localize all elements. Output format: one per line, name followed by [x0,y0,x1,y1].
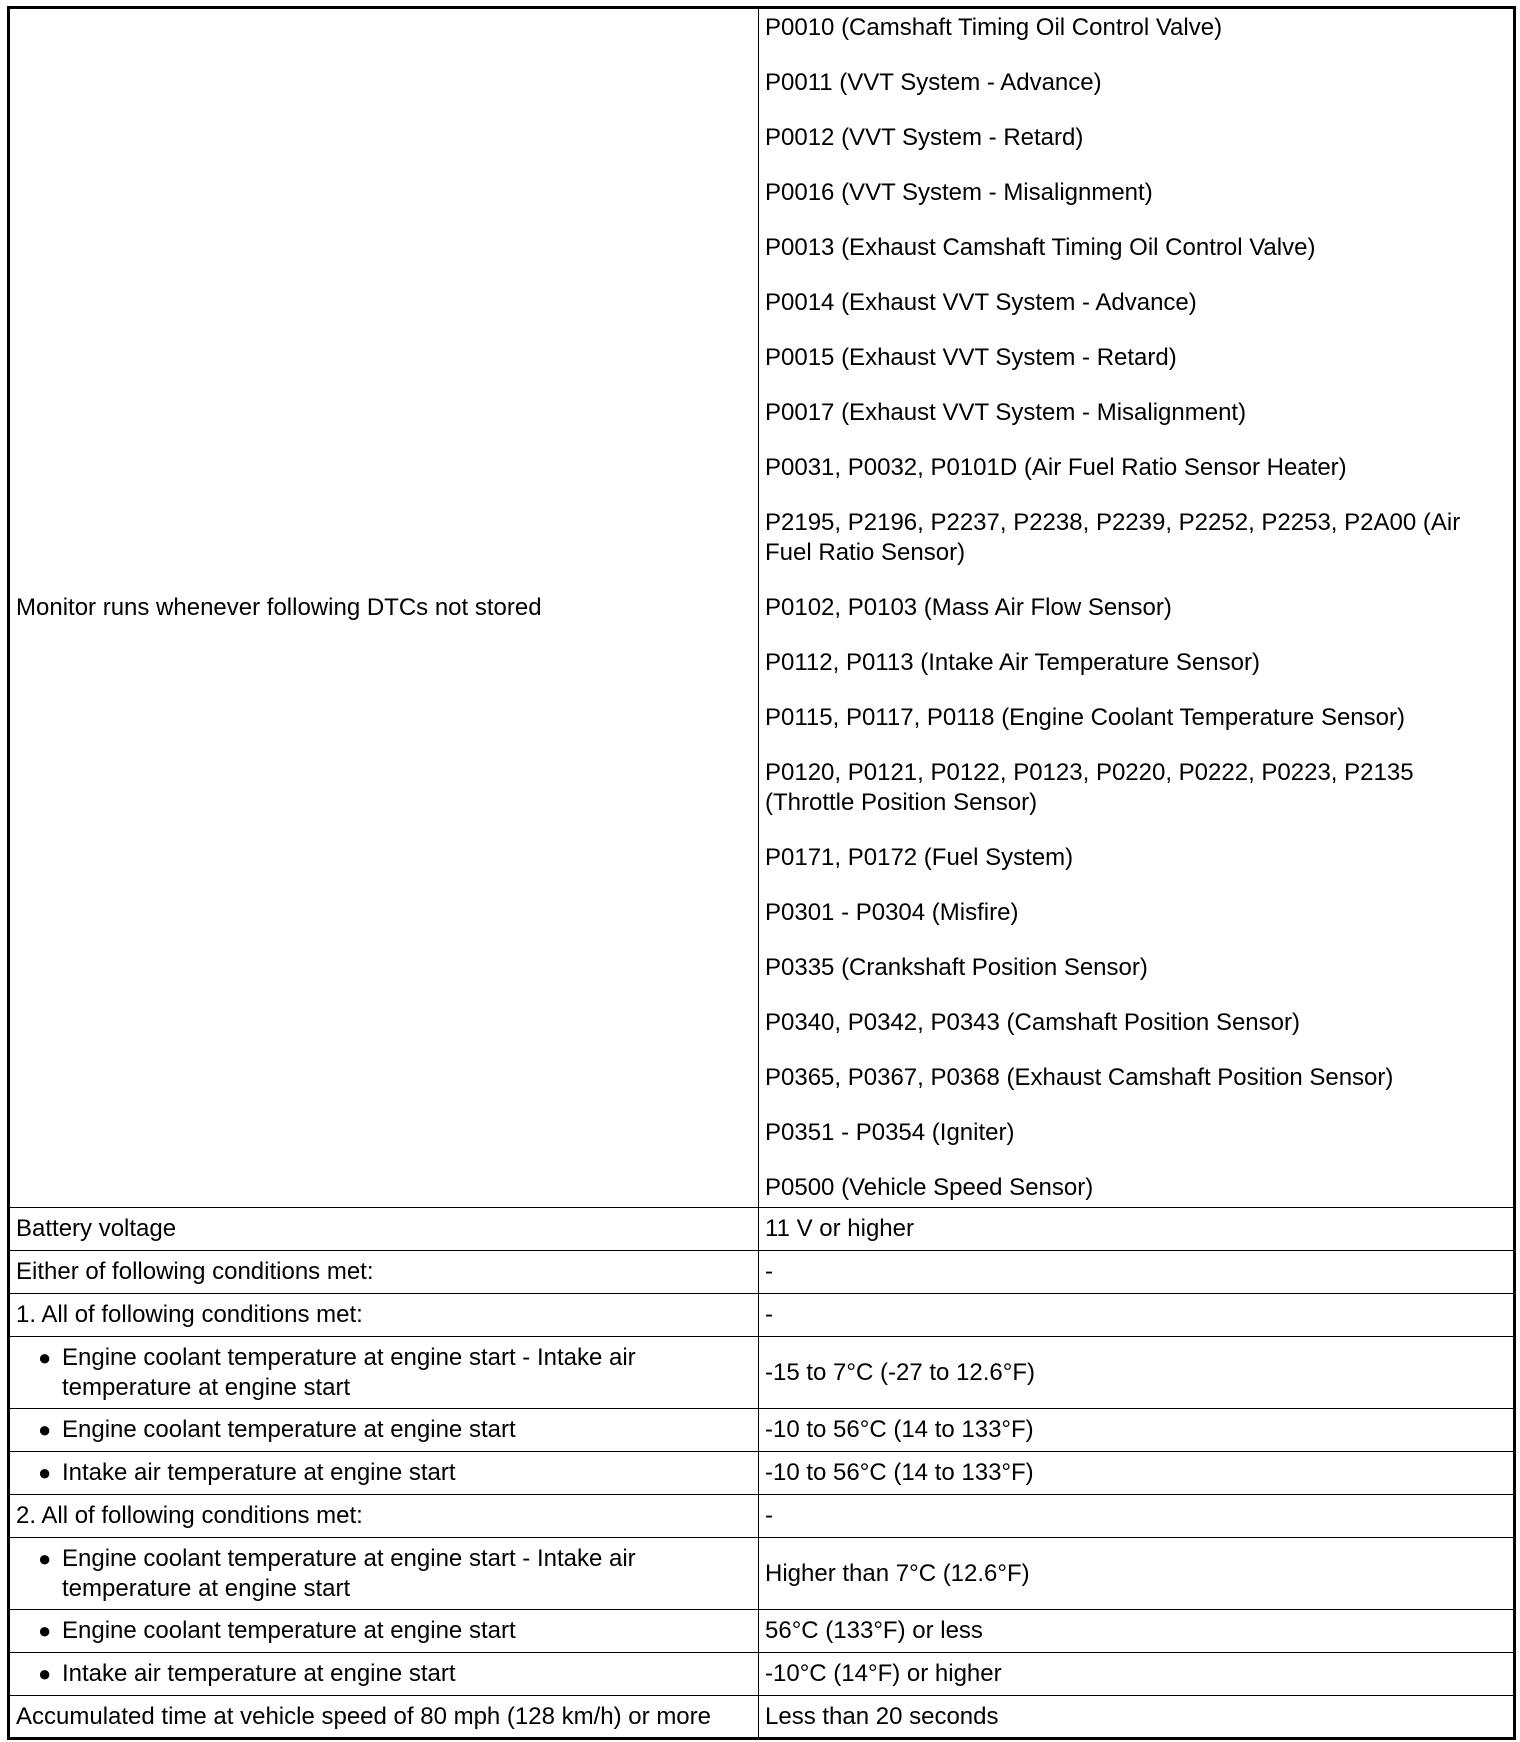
dtc-item: P0016 (VVT System - Misalignment) [765,179,1153,206]
bullet-icon: ● [38,1417,52,1442]
condition-label: Intake air temperature at engine start [62,1660,456,1687]
dtc-item: P2195, P2196, P2237, P2238, P2239, P2252, P2253, P2A00 (Air Fuel Ratio Sensor) [765,509,1461,566]
bullet-icon: ● [38,1344,52,1370]
bullet-item [16,1616,752,1646]
dtc-item: P0011 (VVT System - Advance) [765,69,1102,96]
bullet-icon: ● [38,1618,52,1643]
dtc-item: P0112, P0113 (Intake Air Temperature Sensor) [765,649,1260,676]
condition-label: Either of following conditions met: [9,1251,759,1294]
condition-label: 2. All of following conditions met: [9,1495,759,1538]
dtc-item: P0340, P0342, P0343 (Camshaft Position Sensor) [765,1009,1300,1036]
table-row [9,1251,1515,1294]
condition-label: Battery voltage [9,1208,759,1251]
dtc-item: P0015 (Exhaust VVT System - Retard) [765,344,1177,371]
dtc-item: P0351 - P0354 (Igniter) [765,1119,1015,1146]
condition-label-cell [9,1538,759,1610]
bullet-item [16,1544,752,1604]
condition-value: -10 to 56°C (14 to 133°F) [759,1452,1515,1495]
condition-value: -10°C (14°F) or higher [759,1653,1515,1696]
dtc-item: P0013 (Exhaust Camshaft Timing Oil Control Valve) [765,234,1316,261]
bullet-item [16,1343,752,1403]
condition-label: Engine coolant temperature at engine start [62,1617,516,1644]
condition-value: -10 to 56°C (14 to 133°F) [759,1409,1515,1452]
dtc-item: P0031, P0032, P0101D (Air Fuel Ratio Sensor Heater) [765,454,1347,481]
dtc-item: P0500 (Vehicle Speed Sensor) [765,1174,1094,1201]
table-row [9,1337,1515,1409]
dtc-list [759,8,1515,1208]
monitor-conditions-table [7,6,1516,1740]
condition-value: 11 V or higher [759,1208,1515,1251]
condition-label-cell [9,1409,759,1452]
table-row [9,1696,1515,1739]
condition-label-cell [9,1610,759,1653]
condition-value: - [759,1251,1515,1294]
table-row [9,1495,1515,1538]
dtc-item: P0102, P0103 (Mass Air Flow Sensor) [765,594,1172,621]
table-row [9,1409,1515,1452]
conditions-page [7,6,1513,1736]
condition-value: -15 to 7°C (-27 to 12.6°F) [759,1337,1515,1409]
condition-label-cell [9,1452,759,1495]
table-row [9,1653,1515,1696]
condition-label-cell [9,1653,759,1696]
dtc-item: P0115, P0117, P0118 (Engine Coolant Temperature Sensor) [765,704,1405,731]
bullet-icon: ● [38,1460,52,1485]
condition-label-cell [9,1337,759,1409]
table-row [9,1208,1515,1251]
dtc-item: P0017 (Exhaust VVT System - Misalignment) [765,399,1247,426]
bullet-item [16,1415,752,1445]
condition-label: Accumulated time at vehicle speed of 80 mph (128 km/h) or more [9,1696,759,1739]
bullet-item [16,1659,752,1689]
dtc-item: P0301 - P0304 (Misfire) [765,899,1019,926]
bullet-icon: ● [38,1545,52,1571]
dtc-item: P0171, P0172 (Fuel System) [765,844,1074,871]
dtc-item: P0120, P0121, P0122, P0123, P0220, P0222, P0223, P2135 (Throttle Position Sensor) [765,759,1414,816]
condition-value: - [759,1294,1515,1337]
condition-label: Intake air temperature at engine start [62,1459,456,1486]
bullet-item [16,1458,752,1488]
table-row [9,1452,1515,1495]
condition-label: Engine coolant temperature at engine start - Intake air temperature at engine start [62,1544,636,1602]
condition-label: Engine coolant temperature at engine start - Intake air temperature at engine start [62,1343,636,1401]
table-row [9,1610,1515,1653]
dtc-monitor-label: Monitor runs whenever following DTCs not stored [9,8,759,1208]
dtc-item: P0014 (Exhaust VVT System - Advance) [765,289,1197,316]
dtc-item: P0012 (VVT System - Retard) [765,124,1084,151]
condition-value: Higher than 7°C (12.6°F) [759,1538,1515,1610]
table-row [9,1294,1515,1337]
dtc-item: P0010 (Camshaft Timing Oil Control Valve) [765,14,1223,41]
table-row [9,1538,1515,1610]
condition-label: Engine coolant temperature at engine start [62,1416,516,1443]
condition-value: 56°C (133°F) or less [759,1610,1515,1653]
dtc-item: P0335 (Crankshaft Position Sensor) [765,954,1148,981]
dtc-item: P0365, P0367, P0368 (Exhaust Camshaft Position Sensor) [765,1064,1394,1091]
bullet-icon: ● [38,1661,52,1686]
condition-label: 1. All of following conditions met: [9,1294,759,1337]
table-row-dtc-monitor [9,8,1515,1208]
condition-value: Less than 20 seconds [759,1696,1515,1739]
condition-value: - [759,1495,1515,1538]
